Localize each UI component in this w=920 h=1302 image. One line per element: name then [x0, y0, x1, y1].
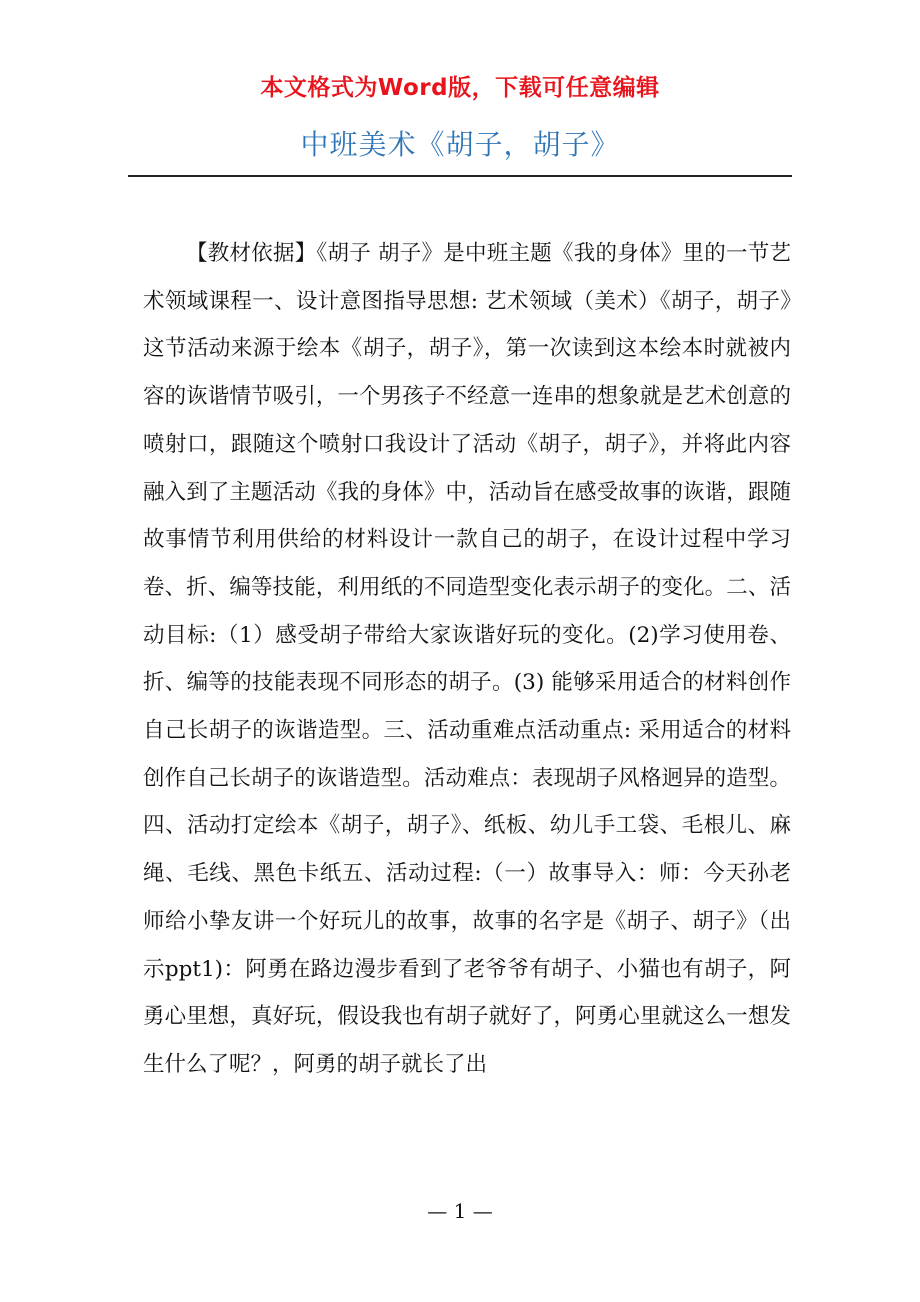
title-divider: [128, 175, 792, 177]
download-notice: 本文格式为Word版，下载可任意编辑: [260, 75, 660, 101]
body-paragraph: 【教材依据】《胡子 胡子》是中班主题《我的身体》里的一节艺术领域课程一、设计意图指导思想: 艺术领域（美术）《胡子，胡子》这节活动来源于绘本《胡子，胡子》，第一次读到这本绘本时就被内容的诙谐情节吸引，一个男孩子不经意一连串的想象就是艺术创意的喷射口，跟随这个喷射口我设计了活动《胡子，胡子》，并将此内容融入到了主题活动《我的身体》中，活动旨在感受故事的诙谐，跟随故事情节利用供给的材料设计一款自己的胡子，在设计过程中学习卷、折、编等技能，利用纸的不同造型变化表示胡子的变化。二、活动目标:（1）感受胡子带给大家诙谐好玩的变化。(2)学习使用卷、折、编等的技能表现不同形态的胡子。(3) 能够采用适合的材料创作自己长胡子的诙谐造型。三、活动重难点活动重点: 采用适合的材料创作自己长胡子的诙谐造型。活动难点：表现胡子风格迥异的造型。四、活动打定绘本《胡子，胡子》、纸板、幼儿手工袋、毛根儿、麻绳、毛线、黑色卡纸五、活动过程:（一）故事导入：师：今天孙老师给小挚友讲一个好玩儿的故事，故事的名字是《胡子、胡子》（出示ppt1)：阿勇在路边漫步看到了老爷爷有胡子、小猫也有胡子，阿勇心里想，真好玩，假设我也有胡子就好了，阿勇心里就这么一想发生什么了呢？，阿勇的胡子就长了出: [143, 241, 791, 1077]
page-number: — 1 —: [427, 1199, 493, 1223]
document-title: 中班美术《胡子，胡子》: [300, 128, 620, 161]
